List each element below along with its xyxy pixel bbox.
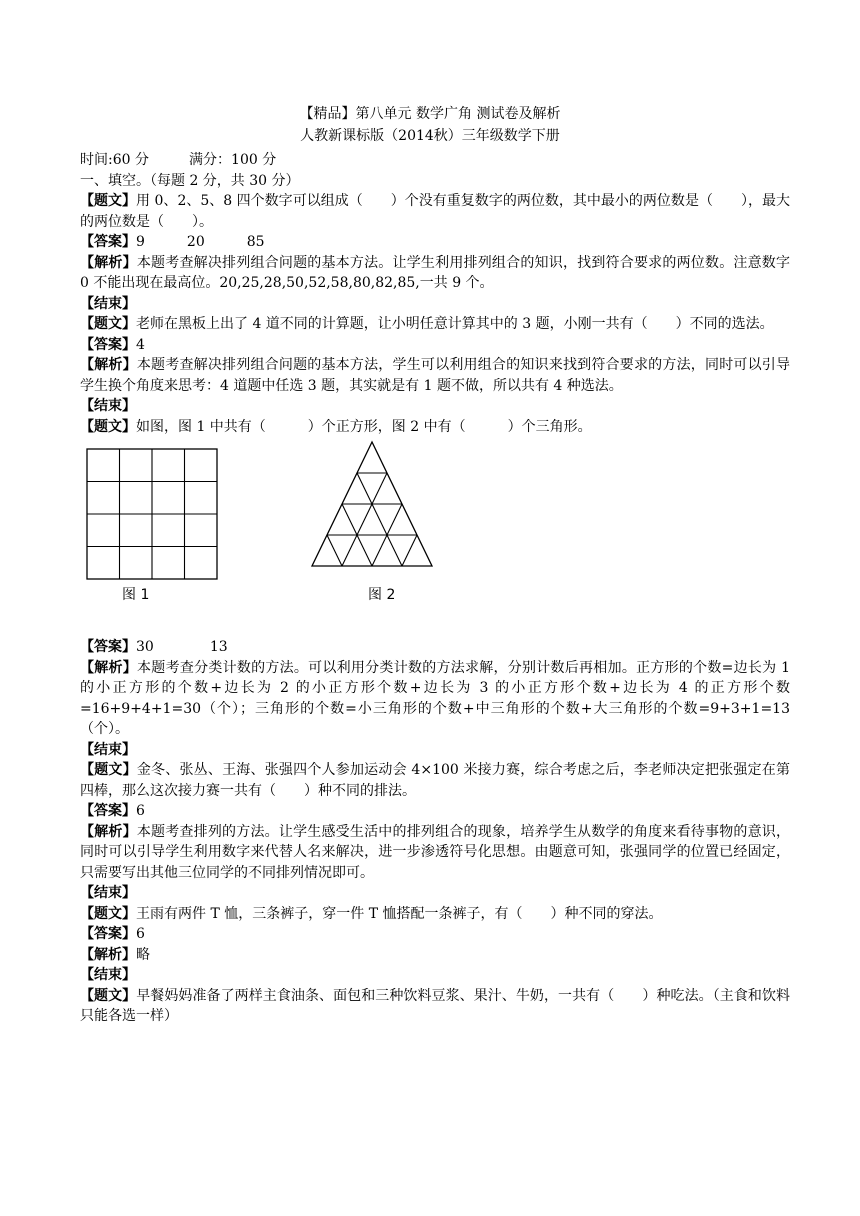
analysis-tag: 【解析】 [80,357,137,373]
answer-4 [80,801,790,822]
exam-score: 满分：100 分 [189,152,277,168]
document-title: 【精品】第八单元 数学广角 测试卷及解析 [299,106,561,122]
answer-tag: 【答案】 [80,336,136,353]
question-tag: 【题文】 [80,418,136,435]
answer-tag: 【答案】 [80,926,136,942]
question-3-text: 如图，图 1 中共有（ ）个正方形，图 2 中有（ ）个三角形。 [136,418,592,435]
analysis-4 [80,822,790,884]
analysis-3-text: 本题考查分类计数的方法。可以利用分类计数的方法求解，分别计数后再相加。正方形的个数=边长为 1 的小正方形的个数+边长为 2 的小正方形个数+边长为 3 的小正方形个数+边长为 4 的正方形个数=16+9+4+1=30（个）；三角形的个数=小三角形的个数+中三角形的个数+大三角形的个数=9+3+1=13（个）。 [80,659,791,737]
question-1 [80,191,790,232]
question-4 [80,760,790,801]
analysis-tag: 【解析】 [80,946,136,963]
analysis-2-text: 本题考查解决排列组合问题的基本方法，学生可以利用组合的知识来找到符合要求的方法，同时可以引导学生换个角度来思考：4 道题中任选 3 题，其实就是有 1 题不做，所以共有 4 种选法。 [80,357,791,394]
answer-3-text: 30 13 [136,639,228,655]
question-6 [80,986,790,1027]
answer-1-text: 9 20 85 [136,234,265,250]
question-3 [80,417,790,438]
analysis-1-text: 本题考查解决排列组合问题的基本方法。让学生利用排列组合的知识，找到符合要求的两位数。注意数字 0 不能出现在最高位。20,25,28,50,52,58,80,82,85,一共 9 个。 [80,254,791,291]
figure-2-caption: 图 2 [368,587,396,603]
question-tag: 【题文】 [80,316,136,332]
question-tag: 【题文】 [80,905,136,922]
answer-tag: 【答案】 [80,639,136,655]
analysis-5 [80,945,790,966]
end-marker-2: 【结束】 [80,398,136,414]
answer-5-text: 6 [136,926,145,942]
analysis-tag: 【解析】 [80,254,137,271]
document-body [80,150,790,1027]
analysis-5-text: 略 [136,946,150,963]
question-tag: 【题文】 [80,987,137,1004]
end-marker-5: 【结束】 [80,967,136,983]
end-marker-1: 【结束】 [80,295,136,312]
question-2-text: 老师在黑板上出了 4 道不同的计算题，让小明任意计算其中的 3 题，小刚一共有（ ）不同的选法。 [136,316,774,332]
exam-info [80,150,790,171]
answer-tag: 【答案】 [80,234,136,250]
figure-2-triangle [310,440,434,568]
question-tag: 【题文】 [80,762,137,778]
answer-3 [80,637,790,658]
end-marker-4: 【结束】 [80,885,136,901]
end-marker-3: 【结束】 [80,741,136,758]
analysis-tag: 【解析】 [80,823,137,840]
figure-1-caption: 图 1 [122,587,150,603]
question-5-text: 王雨有两件 T 恤，三条裤子，穿一件 T 恤搭配一条裤子，有（ ）种不同的穿法。 [136,905,663,922]
exam-time: 时间:60 分 [80,152,149,168]
question-2 [80,314,790,335]
answer-2 [80,335,790,356]
question-6-text: 早餐妈妈准备了两样主食油条、面包和三种饮料豆浆、果汁、牛奶，一共有（ ）种吃法。（主食和饮料只能各选一样） [80,987,791,1024]
analysis-4-text: 本题考查排列的方法。让学生感受生活中的排列组合的现象，培养学生从数学的角度来看待事物的意识，同时可以引导学生利用数字来代替人名来解决，进一步渗透符号化思想。由题意可知，张强同学的位置已经固定，只需要写出其他三位同学的不同排列情况即可。 [80,823,791,881]
question-5 [80,904,790,925]
analysis-2 [80,355,790,396]
answer-2-text: 4 [136,336,145,353]
question-tag: 【题文】 [80,193,137,209]
question-1-text: 用 0、2、5、8 四个数字可以组成（ ）个没有重复数字的两位数，其中最小的两位数是（ ），最大的两位数是（ ）。 [80,193,791,230]
figures [80,437,790,637]
answer-5 [80,924,790,945]
answer-1 [80,232,790,253]
answer-4-text: 6 [136,803,145,819]
question-4-text: 金冬、张丛、王海、张强四个人参加运动会 4×100 米接力赛，综合考虑之后，李老师决定把张强定在第四棒，那么这次接力赛一共有（ ）种不同的排法。 [80,762,791,799]
analysis-1 [80,253,790,294]
document-subtitle: 人教新课标版（2014秋）三年级数学下册 [300,128,560,144]
section-heading: 一、填空。（每题 2 分，共 30 分） [80,172,300,189]
figure-1-grid [85,447,219,581]
analysis-tag: 【解析】 [80,659,138,676]
answer-tag: 【答案】 [80,803,136,819]
analysis-3 [80,658,790,740]
